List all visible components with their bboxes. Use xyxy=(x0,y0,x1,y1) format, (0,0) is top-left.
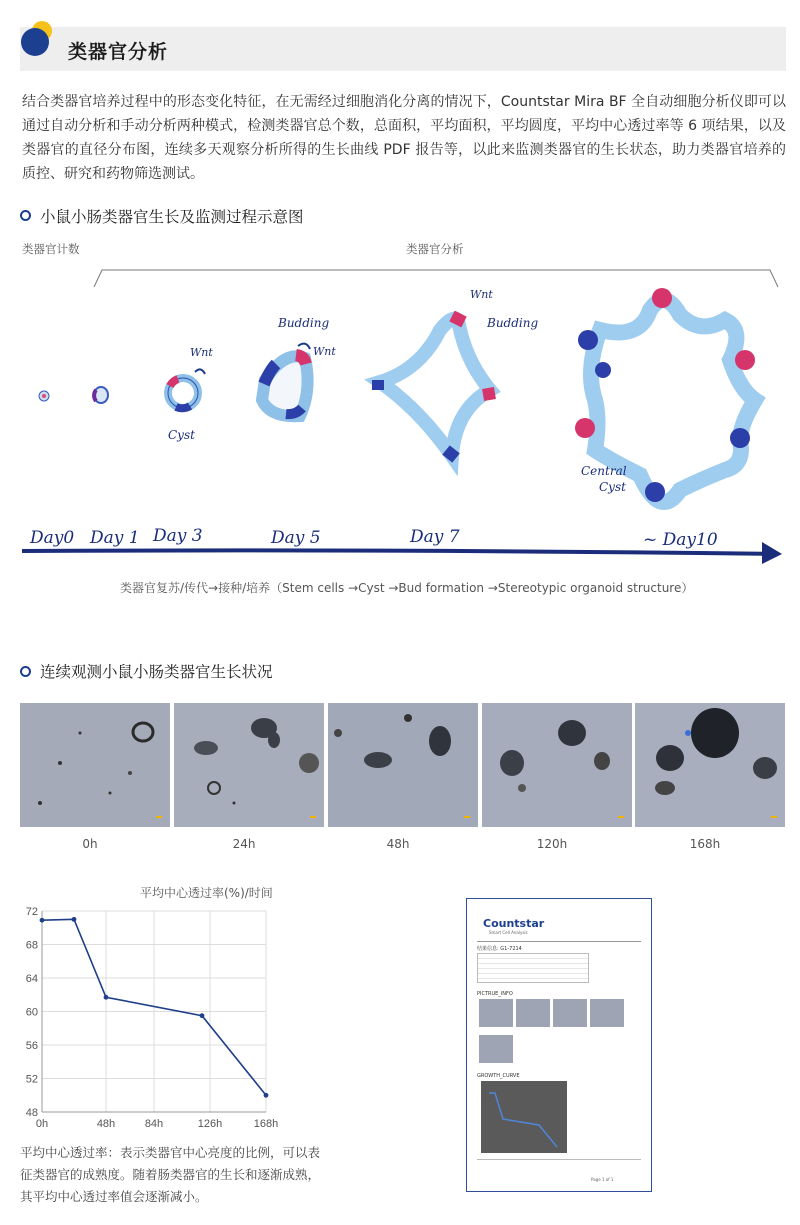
x-tick-label: 168h xyxy=(253,1118,279,1130)
x-tick-label: 0h xyxy=(35,1118,49,1130)
photo-time-label: 48h xyxy=(386,837,410,851)
page-title: 类器官分析 xyxy=(68,41,169,63)
data-point xyxy=(40,918,45,923)
y-tick-label: 48 xyxy=(25,1107,38,1119)
organoid-day1-icon xyxy=(94,387,108,403)
photo-time-label: 24h xyxy=(232,837,256,851)
data-point xyxy=(264,1093,269,1098)
x-tick-label: 48h xyxy=(96,1118,116,1130)
y-tick-label: 56 xyxy=(25,1040,38,1052)
photo-time-label: 120h xyxy=(536,837,568,851)
day-label: Day 1 xyxy=(90,528,140,548)
x-tick-label: 84h xyxy=(144,1118,164,1130)
data-point xyxy=(200,1013,205,1018)
x-tick-label: 126h xyxy=(197,1118,223,1130)
annotation-wnt: Wnt xyxy=(470,288,493,301)
y-tick-label: 52 xyxy=(25,1073,38,1086)
report-thumb-image xyxy=(590,999,624,1027)
report-thumb-image xyxy=(479,1035,513,1063)
day-label: Day 5 xyxy=(271,528,321,548)
micrograph-photo xyxy=(20,703,170,827)
chart-footnote: 平均中心透过率：表示类器官中心亮度的比例，可以表征类器官的成熟度。随着肠类器官的生长和逐渐成熟，其平均中心透过率值会逐渐减小。 xyxy=(20,1145,321,1204)
day-label: ~ Day10 xyxy=(643,530,718,550)
annotation-budding: Budding xyxy=(278,316,330,330)
transmittance-line-chart xyxy=(0,895,300,1140)
diagram-caption: 类器官复苏/传代→接种/培养（Stem cells →Cyst →Bud formation →Stereotypic organoid structure） xyxy=(120,581,694,595)
pdf-report-thumbnail xyxy=(466,898,652,1192)
y-tick-label: 72 xyxy=(25,906,38,918)
report-thumb-image xyxy=(479,999,513,1027)
data-point xyxy=(72,917,77,922)
micrograph-photo xyxy=(482,703,632,827)
organoid-day0-icon xyxy=(39,391,49,401)
organoid-day5-icon xyxy=(262,344,310,417)
report-divider xyxy=(477,1159,641,1160)
annotation-cyst: Cyst xyxy=(168,428,195,442)
report-thumb-image xyxy=(553,999,587,1027)
data-point xyxy=(104,995,109,1000)
intro-paragraph: 结合类器官培养过程中的形态变化特征，在无需经过细胞消化分离的情况下，Countstar Mira BF 全自动细胞分析仪即可以通过自动分析和手动分析两种模式，检测类器官总个数，总面积，平均面积，平均圆度，平均中心透过率等 6 项结果，以及类器官的直径分布图，连续多天观察分析所得的生长曲线 PDF 报告等，以此来监测类器官的生长状态，助力类器官培养的质控、研究和药物筛选测试。 xyxy=(22,94,786,182)
annotation-wnt: Wnt xyxy=(313,345,336,358)
chart-title: 平均中心透过率(%)/时间 xyxy=(140,886,273,900)
section-title-photos: 连续观测小鼠小肠类器官生长状况 xyxy=(40,663,273,681)
day-label: Day 3 xyxy=(153,526,203,546)
report-subtitle: Smart Cell Analysis xyxy=(489,930,528,935)
report-picture-label: PICTRUE_INFO xyxy=(477,991,513,997)
micrograph-photo xyxy=(174,703,324,827)
annotation-budding: Budding xyxy=(487,316,539,330)
section-title-diagram: 小鼠小肠类器官生长及监测过程示意图 xyxy=(40,208,304,226)
report-divider xyxy=(477,941,641,942)
report-brand: Countstar xyxy=(483,917,545,930)
y-tick-label: 68 xyxy=(25,939,38,952)
annotation-central: Central xyxy=(581,464,627,478)
report-table xyxy=(477,953,589,983)
section-bullet-icon xyxy=(20,210,31,221)
annotation-central-cyst: Cyst xyxy=(599,480,626,494)
y-tick-label: 60 xyxy=(25,1006,38,1019)
annotation-wnt: Wnt xyxy=(190,346,213,359)
day-label: Day 7 xyxy=(410,527,460,547)
report-thumb-image xyxy=(516,999,550,1027)
report-page-number: Page 1 of 1 xyxy=(591,1177,614,1182)
section-bullet-icon xyxy=(20,666,31,677)
report-mini-chart xyxy=(481,1081,567,1153)
label-organoid-count: 类器官计数 xyxy=(22,242,80,256)
brand-logo-icon xyxy=(20,20,56,60)
micrograph-photo xyxy=(328,703,478,827)
photo-time-label: 168h xyxy=(689,837,721,851)
organoid-day7-icon xyxy=(378,316,490,458)
micrograph-photo xyxy=(635,703,785,827)
label-organoid-analysis: 类器官分析 xyxy=(406,242,464,256)
report-growth-label: GROWTH_CURVE xyxy=(477,1073,520,1079)
day-label: Day0 xyxy=(30,528,75,548)
report-result-label: 结果信息: G1-7214 xyxy=(477,946,522,952)
photo-time-label: 0h xyxy=(82,837,98,851)
y-tick-label: 64 xyxy=(25,973,38,985)
organoid-day3-icon xyxy=(168,369,205,408)
